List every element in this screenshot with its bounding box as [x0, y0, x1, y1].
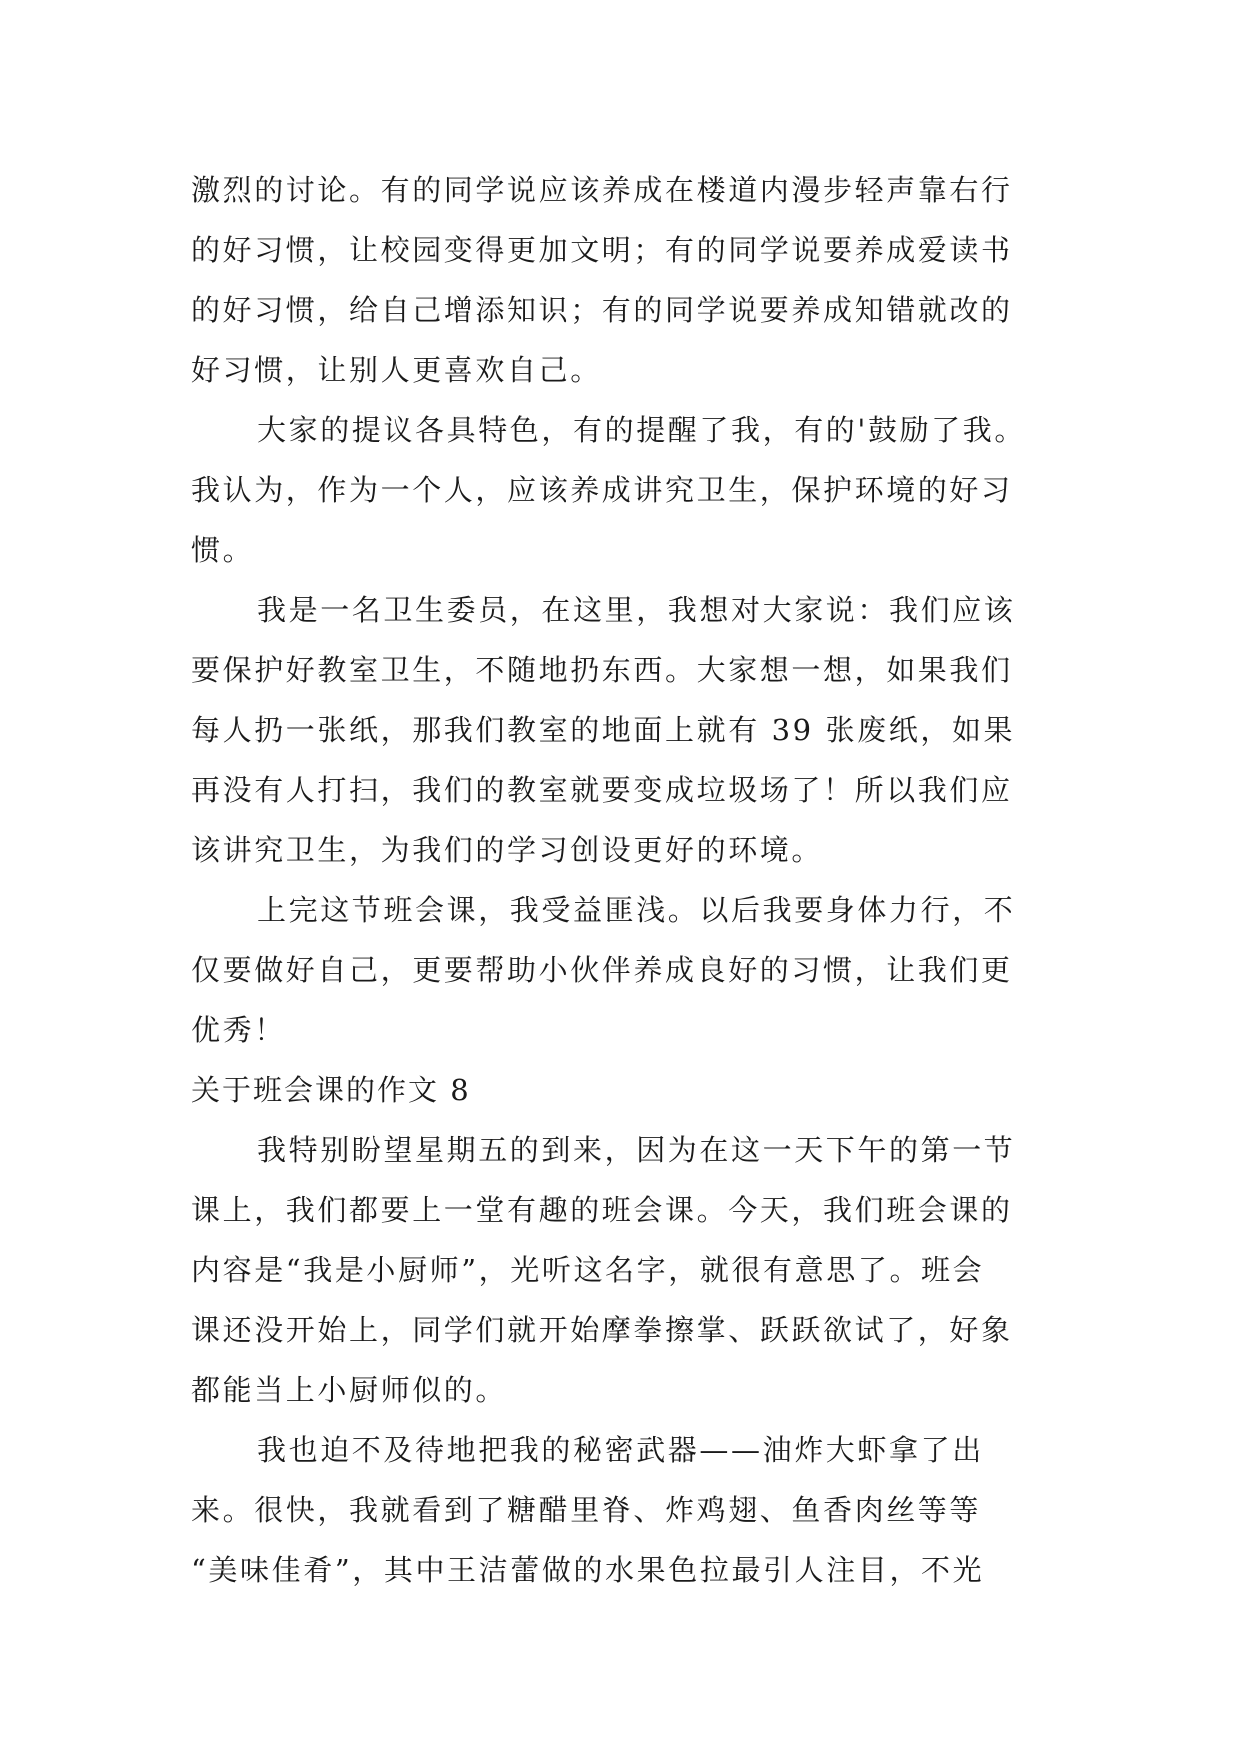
paragraph — [191, 1120, 1051, 1420]
text-line: 的好习惯，让校园变得更加文明；有的同学说要养成爱读书 — [191, 233, 1013, 267]
paragraph — [191, 880, 1051, 1060]
text-line: 我认为，作为一个人，应该养成讲究卫生，保护环境的好习 — [191, 473, 1013, 507]
paragraph-continuation — [191, 160, 1051, 400]
text-line: 激烈的讨论。有的同学说应该养成在楼道内漫步轻声靠右行 — [191, 173, 1013, 207]
text-line: 好习惯，让别人更喜欢自己。 — [191, 353, 602, 387]
text-line: 内容是“我是小厨师”，光听这名字，就很有意思了。班会 — [191, 1253, 985, 1287]
paragraph — [191, 580, 1051, 880]
text-line: “美味佳肴”，其中王洁蕾做的水果色拉最引人注目，不光 — [191, 1553, 985, 1587]
paragraph — [191, 400, 1051, 580]
text-line: 我是一名卫生委员，在这里，我想对大家说：我们应该 — [257, 593, 1016, 627]
text-line: 都能当上小厨师似的。 — [191, 1373, 508, 1407]
text-line: 我特别盼望星期五的到来，因为在这一天下午的第一节 — [257, 1133, 1016, 1167]
text-line: 来。很快，我就看到了糖醋里脊、炸鸡翅、鱼香肉丝等等 — [191, 1493, 982, 1527]
text-line: 再没有人打扫，我们的教室就要变成垃圾场了！所以我们应 — [191, 773, 1013, 807]
text-line: 该讲究卫生，为我们的学习创设更好的环境。 — [191, 833, 824, 867]
paragraph — [191, 1420, 1051, 1600]
text-line: 大家的提议各具特色，有的提醒了我，有的'鼓励了我。 — [257, 413, 1026, 447]
essay-text — [191, 160, 1051, 1600]
text-line: 上完这节班会课，我受益匪浅。以后我要身体力行，不 — [257, 893, 1016, 927]
text-line: 要保护好教室卫生，不随地扔东西。大家想一想，如果我们 — [191, 653, 1013, 687]
text-line: 优秀！ — [191, 1013, 286, 1047]
text-line: 课还没开始上，同学们就开始摩拳擦掌、跃跃欲试了，好象 — [191, 1313, 1013, 1347]
text-line: 仅要做好自己，更要帮助小伙伴养成良好的习惯，让我们更 — [191, 953, 1013, 987]
text-line: 每人扔一张纸，那我们教室的地面上就有 39 张废纸，如果 — [191, 713, 1016, 747]
text-line: 课上，我们都要上一堂有趣的班会课。今天，我们班会课的 — [191, 1193, 1013, 1227]
text-line: 惯。 — [191, 533, 255, 567]
text-line: 我也迫不及待地把我的秘密武器——油炸大虾拿了出 — [257, 1433, 984, 1467]
section-heading — [191, 1060, 1051, 1120]
heading-text: 关于班会课的作文 8 — [191, 1073, 471, 1107]
text-line: 的好习惯，给自己增添知识；有的同学说要养成知错就改的 — [191, 293, 1013, 327]
